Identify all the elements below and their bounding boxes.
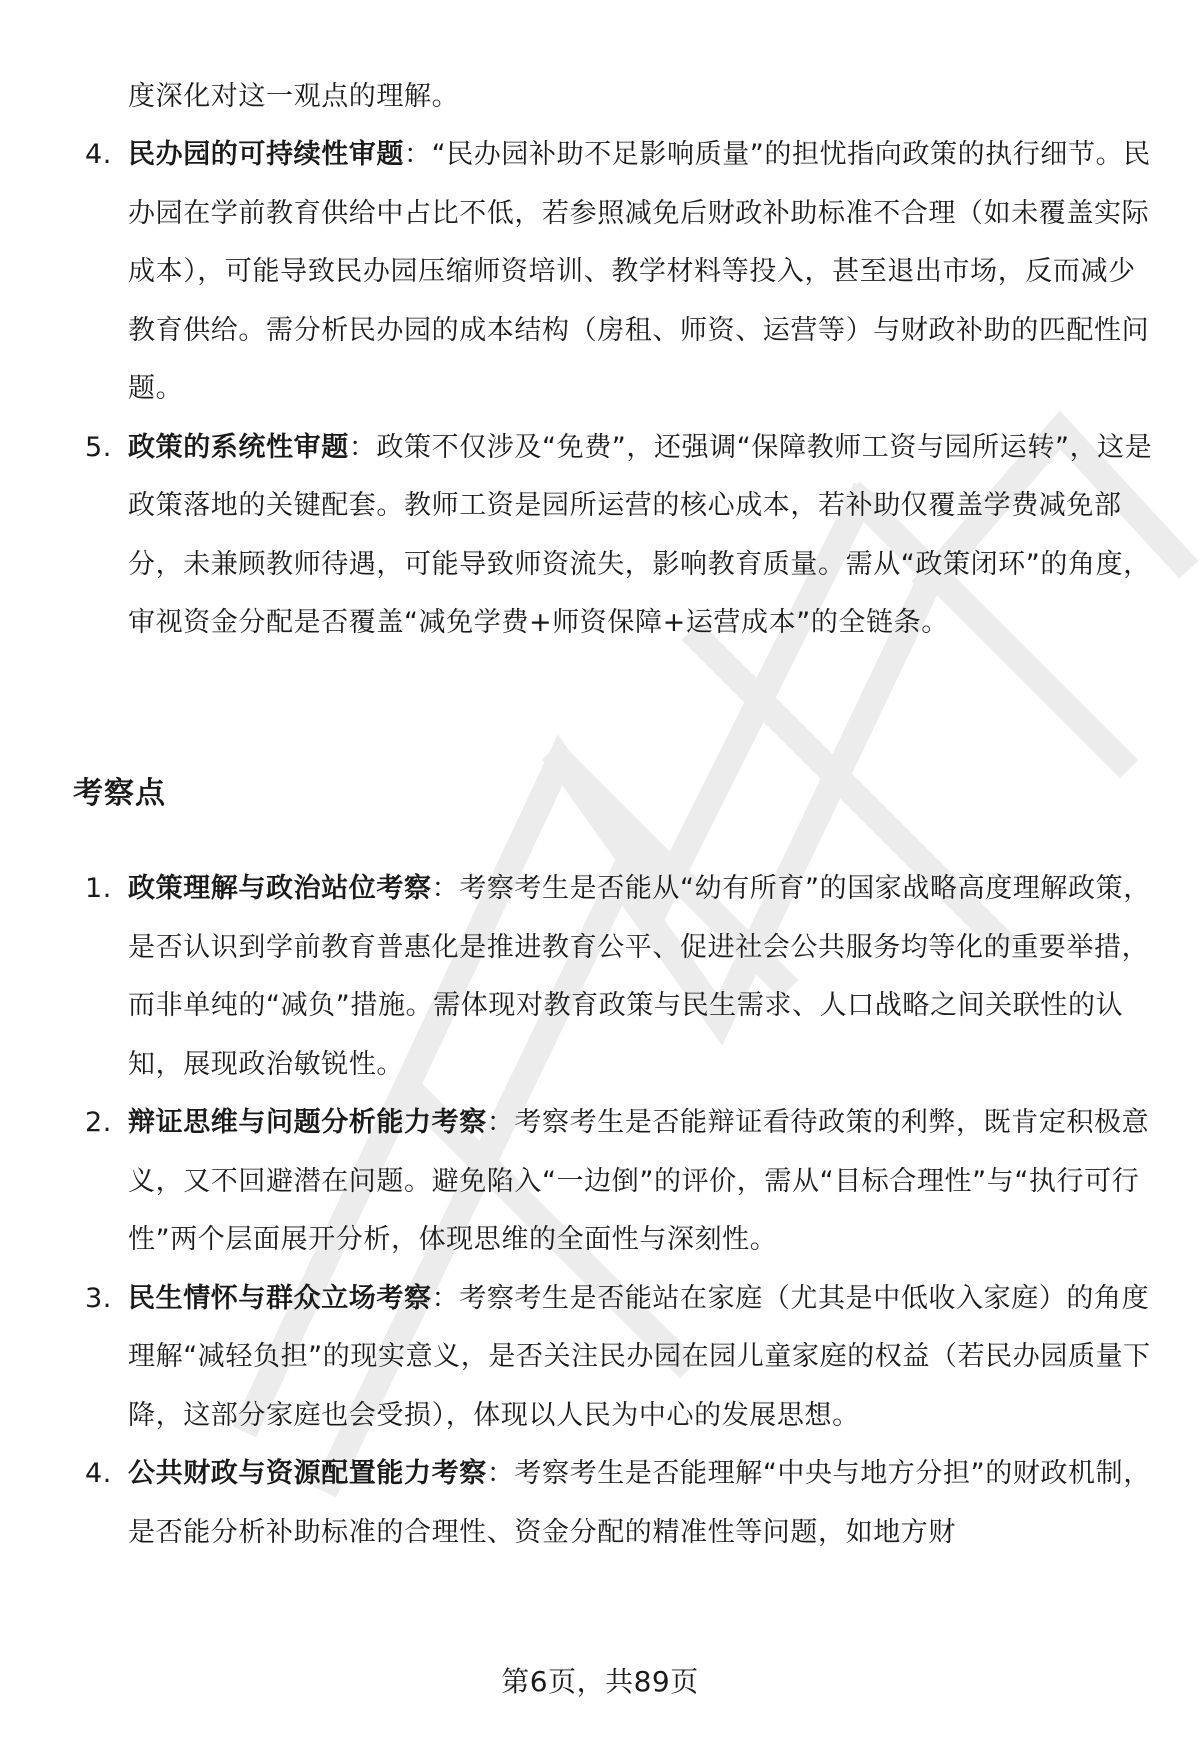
- list-item: [0, 126, 1200, 419]
- item-text: 考察考生是否能辩证看待政策的利弊，既肯定积极意义，又不回避潜在问题。避免陷入“一边倒”的评价，需从“目标合理性”与“执行可行性”两个层面展开分析，体现思维的全面性与深刻性。: [128, 1107, 1150, 1255]
- analysis-list: [0, 126, 1200, 653]
- item-term: 政策理解与政治站位考察: [128, 873, 432, 904]
- item-number: 4.: [85, 139, 112, 170]
- item-separator: ：: [431, 1282, 460, 1314]
- page-number-footer: 第6页，共89页: [501, 1665, 699, 1698]
- list-item: [0, 1094, 1200, 1270]
- item-term: 辩证思维与问题分析能力考察: [128, 1107, 487, 1138]
- list-item: [0, 1445, 1200, 1562]
- item-separator: ：: [404, 139, 432, 170]
- item-text: “民办园补助不足影响质量”的担忧指向政策的执行细节。民办园在学前教育供给中占比不低，若参照减免后财政补助标准不合理（如未覆盖实际成本），可能导致民办园压缩师资培训、教学材料等投入，甚至退出市场，反而减少教育供给。需分析民办园的成本结构（房租、师资、运营等）与财政补助的匹配性问题。: [128, 139, 1151, 404]
- item-number: 5.: [85, 431, 112, 463]
- item-number: 4.: [85, 1458, 112, 1489]
- item-separator: ：: [486, 1458, 515, 1489]
- exam-points-list: [0, 860, 1200, 1562]
- item-separator: ：: [431, 873, 460, 904]
- list-item: [0, 860, 1200, 1094]
- item-number: 2.: [85, 1107, 112, 1138]
- item-text: 考察考生是否能理解“中央与地方分担”的财政机制，是否能分析补助标准的合理性、资金分配的精准性等问题，如地方财: [128, 1458, 1151, 1548]
- continuation-line: 度深化对这一观点的理解。: [128, 81, 460, 112]
- item-separator: ：: [486, 1107, 515, 1138]
- list-item: [0, 419, 1200, 653]
- item-text: 考察考生是否能从“幼有所育”的国家战略高度理解政策，是否认识到学前教育普惠化是推进教育公平、促进社会公共服务均等化的重要举措，而非单纯的“减负”措施。需体现对教育政策与民生需求、人口战略之间关联性的认知，展现政治敏锐性。: [128, 873, 1151, 1080]
- item-text: 考察考生是否能站在家庭（尤其是中低收入家庭）的角度理解“减轻负担”的现实意义，是否关注民办园在园儿童家庭的权益（若民办园质量下降，这部分家庭也会受损），体现以人民为中心的发展思想。: [128, 1282, 1151, 1431]
- item-separator: ：: [348, 431, 377, 463]
- item-text: 政策不仅涉及“免费”，还强调“保障教师工资与园所运转”，这是政策落地的关键配套。教师工资是园所运营的核心成本，若补助仅覆盖学费减免部分，未兼顾教师待遇，可能导致师资流失，影响教育质量。需从“政策闭环”的角度，审视资金分配是否覆盖“减免学费+师资保障+运营成本”的全链条。: [128, 431, 1153, 638]
- item-term: 政策的系统性审题: [128, 431, 349, 463]
- item-number: 1.: [85, 873, 112, 904]
- item-term: 民办园的可持续性审题: [128, 139, 404, 170]
- item-number: 3.: [85, 1282, 112, 1314]
- list-item: [0, 1270, 1200, 1446]
- item-term: 民生情怀与群众立场考察: [128, 1282, 432, 1314]
- section-heading: 考察点: [73, 776, 166, 811]
- item-term: 公共财政与资源配置能力考察: [128, 1458, 487, 1489]
